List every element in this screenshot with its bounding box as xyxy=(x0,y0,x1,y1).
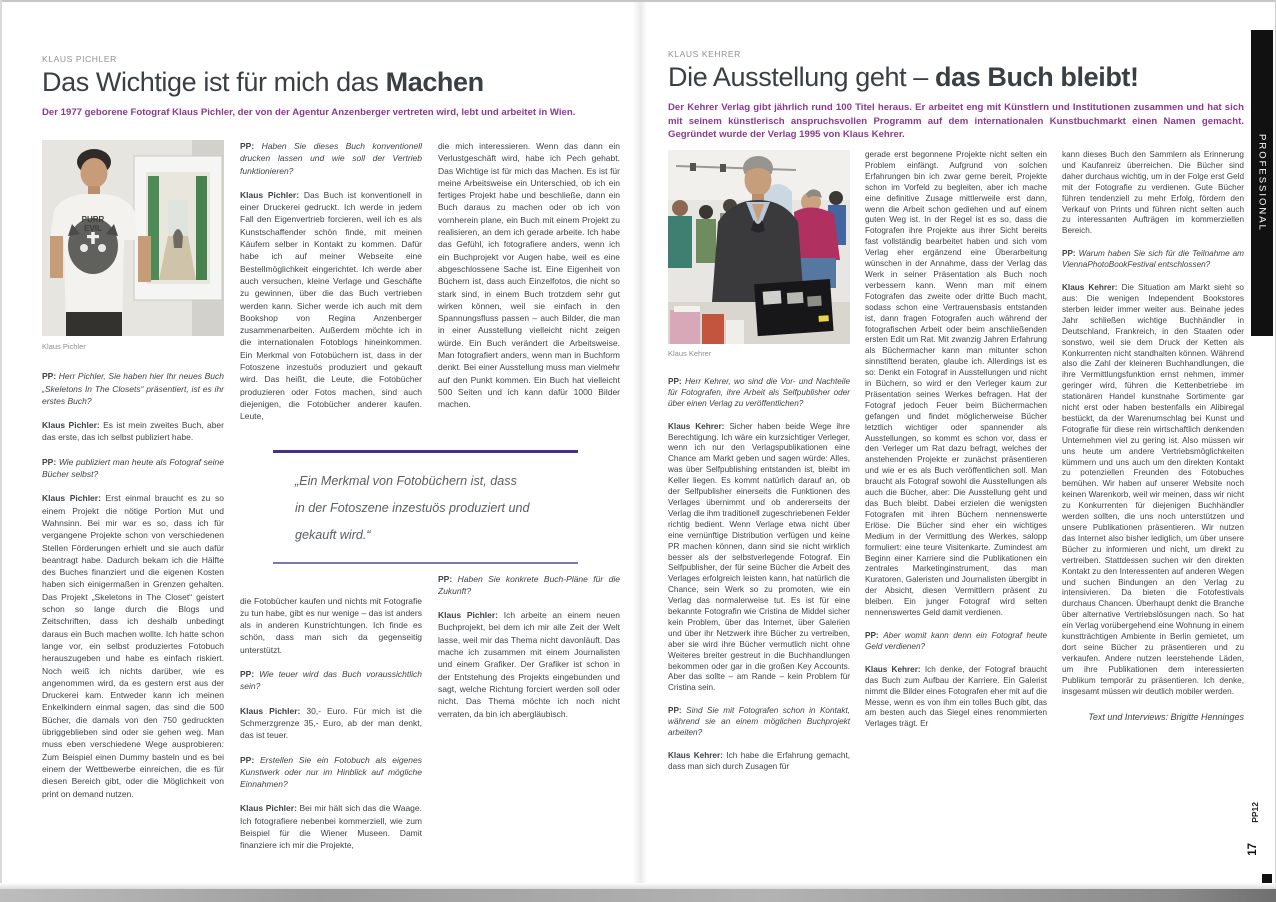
interview-answer: Klaus Pichler: Das Buch ist konventionell in einer Druckerei gedruckt. Ich werde in jedem Fall den Eigenvertrieb forcieren, weil ich es als Kunstschaffender schön finde, mit meinen Käufern selber in Kontakt zu kommen. Dafür habe ich auf meiner Webseite eine Bestellmöglichkeit eingerichtet. Ich werde aber auch versuchen, kleine Verlage und Geschäfte zu gewinnen, über die das Buch vertrieben werden kann. Sicher werde ich auch mit dem Bookshop von Regina Anzenberger zusammenarbeiten. Außerdem möchte ich in die internationalen Fotoblogs hineinkommen. Ein Merkmal von Fotobüchern ist, dass in der Fotoszene inzestuös produziert und gekauft wird. Das heißt, die Leute, die Fotobücher produzieren oder Fotos machen, sind auch diejenigen, die Fotobücher anderer kaufen. Leute, xyxy=(240,189,423,422)
left-standfirst: Der 1977 geborene Fotograf Klaus Pichler, der von der Agentur Anzenberger vertreten wird, lebt und arbeitet in Wien. xyxy=(42,107,576,118)
klaus-kehrer-bookfair-illustration xyxy=(668,150,850,344)
interview-answer: Klaus Pichler: Bei mir hält sich das die Waage. Ich fotografiere nebenbei kommerziell, wie zum Beispiel für die Wiener Museen. Damit finanziere ich mir die Projekte, xyxy=(240,803,422,851)
byline: Text und Interviews: Brigitte Henninges xyxy=(1088,711,1244,722)
interview-answer: Klaus Pichler: Ich arbeite an einem neuen Buchprojekt, bei dem ich mir alle Zeit der Welt lasse, weil mir das Thema nicht davonläuft. Das mache ich zusammen mit einem Journalisten und einem Grafiker. Der Grafiker ist schon in der Entstehung des Projekts eingebunden und sagt, welche Richtung forciert werden soll oder nicht. Das Thema möchte ich noch nicht verraten, da bin ich abergläubisch. xyxy=(438,610,620,719)
right-article-title xyxy=(668,62,1244,92)
interview-question: PP: Wie publiziert man heute als Fotograf seine Bücher selbst? xyxy=(42,456,224,480)
interview-question: PP: Haben Sie konkrete Buch-Pläne für die Zukunft? xyxy=(438,573,620,596)
interview-answer: Klaus Pichler: 30,- Euro. Für mich ist die Schmerzgrenze 35,- Euro, ab der man denkt, das ist teuer. xyxy=(240,705,423,741)
pull-quote-text: „Ein Merkmal von Fotobüchern ist, dass in der Fotoszene inzestuös produziert und gekauft wird.“ xyxy=(295,474,530,542)
pull-quote-rule-bottom xyxy=(273,562,578,564)
interview-answer: Klaus Pichler: Erst einmal braucht es zu so einem Projekt die nötige Portion Mut und Wahnsinn. Bei mir war es so, dass ich für vergangene Projekte schon von verschiedenen Stellen Förderungen erhielt und sie auch dafür beantragt habe. Dadurch bekam ich die Hälfte des Buches finanziert und die eigenen Kosten haben sich einigermaßen in Grenzen gehalten. Das Projekt „Skeletons in The Closet“ geistert schon so lange durch die Blogs und Zeitschriften, dass ich deshalb unbedingt daraus ein Buch machen wollte. Ich hatte schon lange vor, ein selbst produziertes Fotobuch herauszugeben und habe es einfach riskiert. Noch weiß ich nichts darüber, wie es angenommen wird, da es gestern erst aus der Druckerei kam. Entweder kann ich meinen Enkelkindern einmal sagen, das sind die 500 Bücher, die damals von den 750 gedruckten übriggeblieben sind oder sie gehen weg. Man muss eben verschiedene Wege ausprobieren: Zum Beispiel einen Dummy basteln und es bei einem der Wettbewerbe einreichen, die es für diesen Bereich gibt, oder die Möglichkeit von print on demand nutzen. xyxy=(42,493,224,799)
shirt-text-line1: PURR xyxy=(81,215,105,224)
right-column-3 xyxy=(1062,150,1244,785)
interview-question: PP: Aber womit kann denn ein Fotograf heute Geld verdienen? xyxy=(865,630,1047,651)
photo-klaus-pichler xyxy=(42,140,224,336)
right-title-regular: Die Ausstellung geht – xyxy=(668,62,935,92)
left-kicker: KLAUS PICHLER xyxy=(42,54,117,64)
shirt-text-line2: EVIL xyxy=(84,224,102,233)
interview-answer: Klaus Pichler: Es ist mein zweites Buch, aber das erste, das ich selbst publiziert habe. xyxy=(42,420,224,443)
section-label: PROFESSIONAL xyxy=(1256,134,1268,232)
interview-question: PP: Wie teuer wird das Buch voraussichtlich sein? xyxy=(240,669,422,692)
page-fold xyxy=(633,0,647,902)
klaus-pichler-portrait-illustration xyxy=(42,140,224,336)
photo-klaus-kehrer xyxy=(668,150,850,344)
left-title-regular: Das Wichtige ist für mich das xyxy=(42,67,386,97)
interview-question: PP: Herr Pichler, Sie haben hier Ihr neues Buch „Skeletons In The Closets“ präsentiert, ist es ihr erstes Buch? xyxy=(42,371,224,406)
interview-question: PP: Erstellen Sie ein Fotobuch als eigenes Kunstwerk oder nur im Hinblick auf mögliche Einnahmen? xyxy=(240,754,422,790)
left-column-1 xyxy=(42,140,224,864)
page-number: 17 xyxy=(1247,843,1259,856)
interview-question: PP: Herr Kehrer, wo sind die Vor- und Nachteile für Fotografen, ihre Arbeit als Selfpublisher oder über einen Verlag zu veröffentlichen? xyxy=(668,376,850,408)
interview-question: PP: Sind Sie mit Fotografen schon in Kontakt, während sie an einem möglichen Buchprojekt arbeiten? xyxy=(668,706,850,738)
interview-answer: Klaus Kehrer: Die Situation am Markt sieht so aus: Die wenigen Independent Bookstores sterben leider immer weiter aus. Beinahe jedes Jahr schließen wichtige Buchhändler in Deutschland, Frankreich, in den Staaten oder sonstwo, weil sie dem Druck der Ketten als Konkurrenten nicht standhalten können. Während also die Zahl der kleineren Buchhandlungen, die ihre Vermittlungsfunktion ernst nehmen, immer geringer wird, führen die Kettenbetriebe im stationären Handel kunstnahe Sortimente gar nicht erst oder haben bestenfalls ein Alibiregal bestückt, da der Warenumschlag bei Kunst und Fotografie für diese rein wirtschaftlich denkenden Unternehmen viel zu gering ist. Also müssen wir uns heute um andere Vertriebsmöglichkeiten kümmern und uns auch um den direkten Kontakt zu potenziellen Freunden des Fotobuches bemühen. Wir haben auf unserer Website noch keinen Warenkorb, weil wir meinen, dass wir nicht zu Konkurrenten für diejenigen Buchhändler werden sollten, die uns noch unterstützen und unsere Publikationen präsentieren. Wir nutzen das Internet also bisher lediglich, um über unsere Bücher zu informieren und nicht, um direkt zu vertreiben. Stattdessen suchen wir den direkten Kontakt zu den Interessenten auf anderen Wegen und suchen Bindungen an den Verlag zu intensivieren. Da bieten die Fotofestivals durchaus Chancen. Überhaupt denkt die Branche über alternative Vertriebslösungen nach. So hat ein Verlag vorübergehend eine Wohnung in einem kunstträchtigen Ambiente in Berlin gemietet, um dort seine Bücher zu präsentieren und zu verkaufen. Andere nutzen leerstehende Läden, um ihre Publikationen dem interessierten Publikum temporär zu präsentieren. Ich denke, insgesamt müssen wir deutlich mobiler werden. xyxy=(1062,283,1244,696)
right-column-1 xyxy=(668,150,850,785)
interview-question: PP: Warum haben Sie sich für die Teilnahme am ViennaPhotoBookFestival entschlossen? xyxy=(1062,249,1244,270)
right-standfirst: Der Kehrer Verlag gibt jährlich rund 100 Titel heraus. Er arbeitet eng mit Künstlern und Institutionen zusammen und hat sich mit seinem künstlerisch anspruchsvollen Programm auf dem internationalen Kunstbuchmarkt einen Namen gemacht. Gegründet wurde der Verlag 1995 von Klaus Kehrer. xyxy=(668,102,1244,140)
scan-edge-left xyxy=(0,0,2,902)
scan-edge-bottom xyxy=(0,889,1276,902)
left-title-bold: Machen xyxy=(385,67,484,97)
section-tab xyxy=(1251,30,1273,336)
right-kicker: KLAUS KEHRER xyxy=(668,49,741,59)
interview-question: PP: Haben Sie dieses Buch konventionell drucken lassen und wie soll der Vertrieb funktionieren? xyxy=(240,141,422,176)
interview-answer-continued: gerade erst begonnene Projekte nicht selten ein Problem einfängt. Aufgrund von solchen Erfahrungen bin ich zwar gerne bereit, Projekte schon im Vorfeld zu begleiten, aber ich mache eine definitive Zusage mittlerweile erst dann, wenn die Arbeit schon gediehen und auf einem guten Weg ist. In der Regel ist es so, dass die Fotografen ihre Projekte aus ihrer Sicht bereits fast vollständig bearbeitet haben und sich vom Verlag eher ergänzend eine Überarbeitung wünschen in der Annahme, dass der Verlag das Werk in seiner Präsentation als Buch noch verbessern kann. Wenn man mit einem Fotografen das zweite oder dritte Buch macht, sodass schon eine Vertrauensbasis entstanden ist, dann fragen Fotografen auch während der fotografischen Arbeit oder beim anschließenden ersten Edit um Rat. Mit zwanzig Jahren Erfahrung als Büchermacher kann man mitunter schon sinnstiftend beraten, glaube ich. Allerdings ist es so: Denkt ein Fotograf in Ausstellungen und nicht in Büchern, so wird er den Verleger kaum zur Präsentation seines Werkes befragen. Hat der Fotograf jedoch Feuer beim Büchermachen gefangen und findet möglicherweise Bücher letztlich wichtiger oder spannender als Ausstellungen, so kommt es schon vor, dass er den Verleger um Rat dazu befragt, welches der anstehenden Projekte er zunächst präsentieren und wie er es als Buch veröffentlichen soll. Man braucht als Fotograf sowohl die Ausstellungen als auch die Bücher, aber: Die Ausstellung geht und das Buch bleibt. Dabei erzielen die wenigsten Fotografen mit ihren Büchern nennenswerte Erlöse. Die Bücher sind eher ein wichtiges Medium in der Vermittlung des Werkes, salopp formuliert: eine teure Visitenkarte. Zumindest am Beginn einer Karriere sind die Publikationen ein zentrales Marketinginstrument, das man Kuratoren, Galeristen und Journalisten übergibt in der Absicht, diesen Vermittlern präsent zu bleiben. Ein junger Fotograf wird selten nennenswertes Geld damit verdienen. xyxy=(865,150,1047,618)
interview-answer-continued: kann dieses Buch den Sammlern als Erinnerung und Kaufanreiz überreichen. Die Bücher sind daher durchaus wichtig, um in der Folge erst Geld mit der Fotografie zu verdienen. Gute Bücher führen tendenziell zu mehr Erfolg, fördern den Verkauf von Prints und führen nicht selten auch zu interessanten Aufträgen im kommerziellen Bereich. xyxy=(1062,150,1244,236)
left-article-header xyxy=(42,54,620,120)
interview-answer: Klaus Kehrer: Ich denke, der Fotograf braucht das Buch zum Aufbau der Karriere. Ein Galerist nimmt die Bilder eines Fotografen eher mit auf die Messe, wenn es von ihm ein tolles Buch gibt, das am besten auch das Siegel eines renommierten Verlages trägt. Er xyxy=(865,664,1047,729)
right-photo-caption: Klaus Kehrer xyxy=(668,349,712,358)
right-title-bold: das Buch bleibt! xyxy=(934,62,1139,92)
left-photo-caption: Klaus Pichler xyxy=(42,342,86,351)
right-article-header xyxy=(668,49,1244,142)
interview-answer: Klaus Kehrer: Sicher haben beide Wege ihre Berechtigung. Ich wäre ein kurzsichtiger Verleger, wenn ich nur den Verlagspublikationen eine Chance am Markt geben und sagen würde: Alles, was über Selfpublishing entstanden ist, bleibt im Keller liegen. Es kommt natürlich darauf an, ob der Selfpublisher einerseits die Funktionen des Verlages übernimmt und ob andererseits der Verlag die ihm traditionell zugeschriebenen Felder richtig bedient. Wenn Verlage etwa nicht über eine vernünftige Distribution verfügen und keine PR machen können, dann sind sie nicht wirklich besser als der selbstverlegende Fotograf. Ein Selfpublisher, der für seine Bücher die Arbeit des Verlages erfolgreich leisten kann, hat natürlich die Chance, sein Werk so zu promoten, wie ein Verlag das normalerweise tut. Es ist für eine bekannte Fotografin wie Cristina de Middel sicher kein Problem, über das Internet, über Galerien und über ihr Netzwerk ihre Bücher zu vertreiben, aber sie wird ihre Bücher vermutlich nicht ohne Weiteres breiter gestreut in die Buchhandlungen bekommen oder gar in die großen Key Accounts. Aber das sollte – am Rande – kein Problem für Cristina sein. xyxy=(668,421,851,693)
issue-code: PP12 xyxy=(1250,802,1260,823)
right-column-2 xyxy=(865,150,1047,785)
interview-answer-continued: die Fotobücher kaufen und nichts mit Fotografie zu tun habe, gibt es nur wenige – das ist anders als in anderen Kunstrichtungen. Ich finde es schön, dass man sich da gegenseitig unterstützt. xyxy=(240,595,422,655)
scan-edge-top xyxy=(0,0,1276,2)
interview-answer-continued: die mich interessieren. Wenn das dann ein Verlustgeschäft wird, habe ich Pech gehabt. Das Wichtige ist für mich das Machen. Es ist für meine Arbeitsweise ein Unterschied, ob ich ein fertiges Projekt habe und beschließe, dann ein Buch daraus zu machen oder ob ich von vornherein plane, ein Buch mit einem Projekt zu realisieren, an dem ich gerade arbeite. Ich habe das Gefühl, ich fotografiere anders, wenn ich ein Buchprojekt vor Augen habe, weil es eine abgeschlossene Sache ist. Eine Eigenheit von Büchern ist, dass auch Einzelfotos, die nicht so stark sind, in einem Buch trotzdem sehr gut wirken können, weil sie einfach in den Spannungsfluss passen – auch Bilder, die man in einer Ausstellung vielleicht nicht zeigen würde. Ein Buch verändert die Arbeitsweise. Man fotografiert anders, wenn man in Buchform denkt. Bei einer Ausstellung muss man vielmehr auf den Punkt kommen. Ein Buch hat vielleicht 500 Seiten und ich kann dafür 1000 Bilder machen. xyxy=(438,141,620,410)
left-article-title xyxy=(42,67,620,97)
right-article-columns xyxy=(668,150,1246,785)
pull-quote xyxy=(273,450,578,564)
interview-answer: Klaus Kehrer: Ich habe die Erfahrung gemacht, dass man sich durch Zusagen für xyxy=(668,751,850,771)
